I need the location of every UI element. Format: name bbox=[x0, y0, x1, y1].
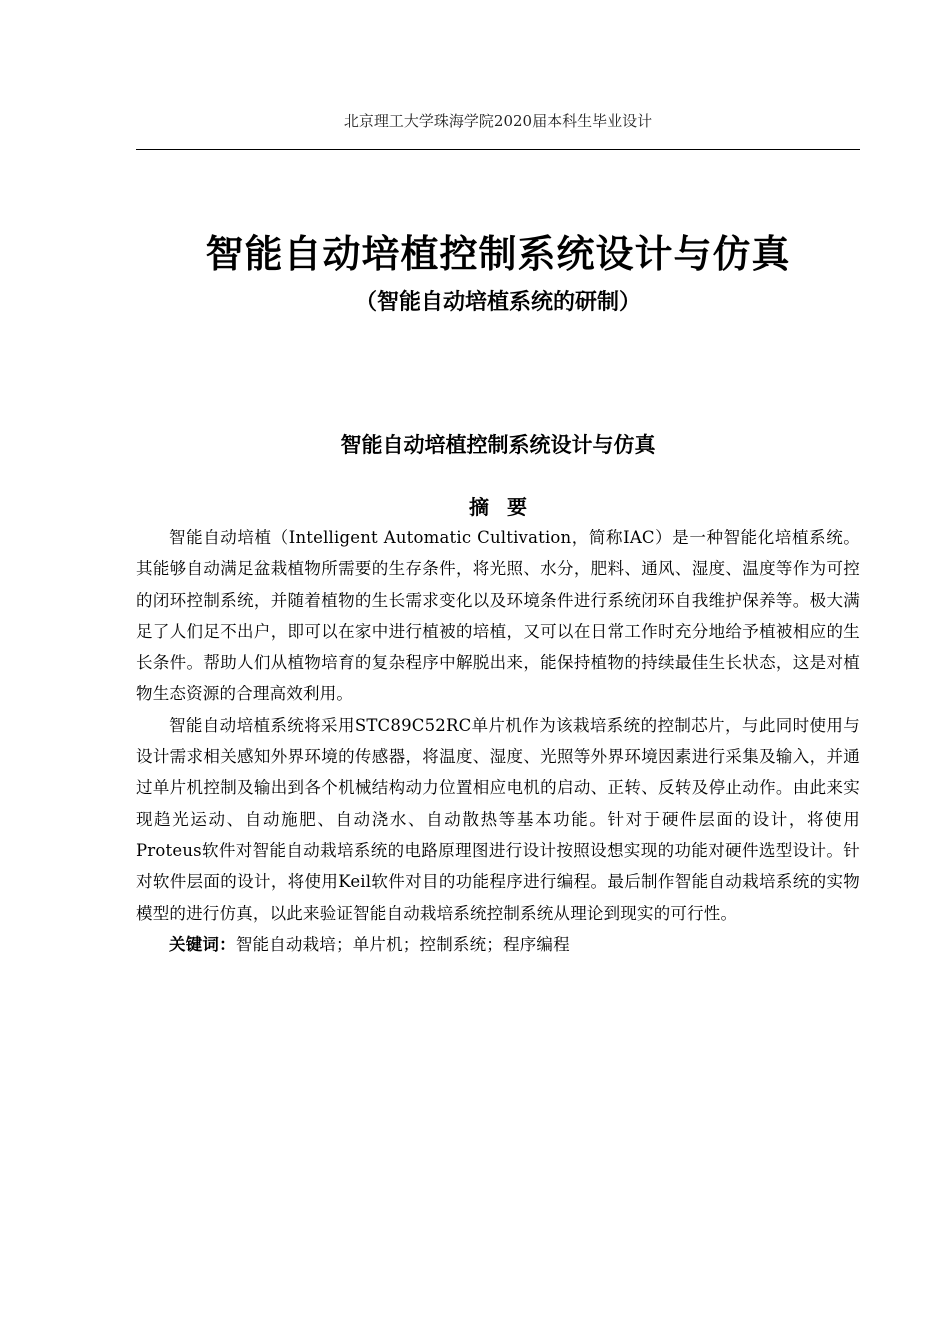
abstract-paragraph-2: 智能自动培植系统将采用STC89C52RC单片机作为该栽培系统的控制芯片，与此同时使用与设计需求相关感知外界环境的传感器，将温度、湿度、光照等外界环境因素进行采集及输入，并通过单片机控制及输出到各个机械结构动力位置相应电机的启动、正转、反转及停止动作。由此来实现趋光运动、自动施肥、自动浇水、自动散热等基本功能。针对于硬件层面的设计，将使用Proteus软件对智能自动栽培系统的电路原理图进行设计按照设想实现的功能对硬件选型设计。针对软件层面的设计，将使用Keil软件对目的功能程序进行编程。最后制作智能自动栽培系统的实物模型的进行仿真，以此来验证智能自动栽培系统控制系统从理论到现实的可行性。 bbox=[136, 715, 860, 923]
thesis-subtitle: （智能自动培植系统的研制） bbox=[354, 290, 641, 315]
keywords-line bbox=[136, 929, 860, 960]
keywords-label: 关键词： bbox=[169, 934, 236, 954]
running-header: 北京理工大学珠海学院2020届本科生毕业设计 bbox=[343, 112, 653, 130]
abstract-body bbox=[136, 522, 860, 960]
keywords-text: 智能自动栽培；单片机；控制系统；程序编程 bbox=[235, 934, 570, 954]
abstract-heading: 摘要 bbox=[469, 495, 545, 519]
thesis-title: 智能自动培植控制系统设计与仿真 bbox=[205, 232, 791, 276]
abstract-title: 智能自动培植控制系统设计与仿真 bbox=[340, 433, 656, 457]
header-divider bbox=[136, 149, 860, 150]
abstract-paragraph-1: 智能自动培植（Intelligent Automatic Cultivation，简称IAC）是一种智能化培植系统。其能够自动满足盆栽植物所需要的生存条件，将光照、水分，肥料、通风、湿度、温度等作为可控的闭环控制系统，并随着植物的生长需求变化以及环境条件进行系统闭环自我维护保养等。极大满足了人们足不出户，即可以在家中进行植被的培植，又可以在日常工作时充分地给予植被相应的生长条件。帮助人们从植物培育的复杂程序中解脱出来，能保持植物的持续最佳生长状态，这是对植物生态资源的合理高效利用。 bbox=[136, 528, 860, 704]
